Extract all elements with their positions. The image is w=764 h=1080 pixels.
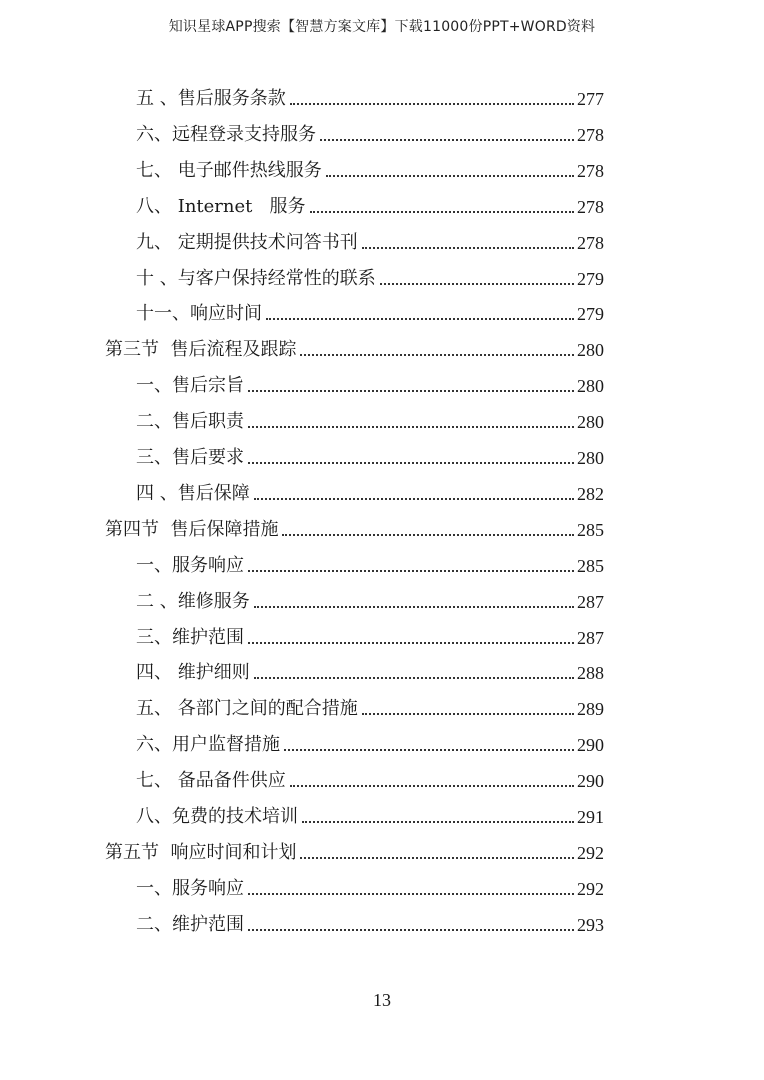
toc-entry-page: 282	[577, 483, 604, 504]
toc-leader-dots	[362, 712, 574, 715]
toc-entry-page: 293	[577, 914, 604, 935]
toc-entry[interactable]	[136, 258, 604, 288]
toc-entry-page: 288	[577, 663, 604, 684]
toc-entry[interactable]	[105, 832, 604, 862]
toc-entry-title: 六、远程登录支持服务	[136, 123, 316, 145]
toc-leader-dots	[248, 569, 574, 572]
toc-entry-title: 第四节 售后保障措施	[105, 518, 279, 540]
toc-leader-dots	[290, 102, 574, 105]
toc-entry-page: 280	[577, 448, 604, 468]
toc-entry-title: 三、售后要求	[136, 447, 244, 468]
toc-leader-dots	[254, 676, 574, 679]
toc-leader-dots	[300, 353, 574, 356]
toc-entry-page: 287	[577, 591, 604, 612]
toc-entry-page: 280	[577, 412, 604, 433]
toc-leader-dots	[248, 389, 574, 392]
toc-leader-dots	[282, 533, 574, 536]
toc-entry-page: 279	[577, 268, 604, 289]
toc-entry[interactable]	[136, 473, 604, 503]
toc-entry-title: 九、 定期提供技术问答书刊	[136, 231, 358, 253]
toc-entry[interactable]	[136, 365, 604, 395]
toc-entry-page: 287	[577, 627, 604, 648]
toc-entry-page: 285	[577, 555, 604, 576]
toc-leader-dots	[302, 820, 574, 823]
toc-entry[interactable]	[136, 78, 604, 108]
toc-leader-dots	[248, 461, 574, 464]
toc-entry-title: 八、免费的技术培训	[136, 806, 298, 827]
toc-leader-dots	[248, 892, 574, 895]
toc-entry-title: 八、 Internet 服务	[136, 195, 306, 217]
toc-entry-page: 278	[577, 124, 604, 145]
toc-leader-dots	[380, 282, 574, 285]
toc-entry-page: 280	[577, 340, 604, 361]
toc-entry-page: 289	[577, 699, 604, 720]
toc-entry[interactable]	[136, 114, 604, 144]
toc-entry[interactable]	[105, 509, 604, 539]
toc-entry-page: 278	[577, 232, 604, 253]
toc-leader-dots	[362, 246, 574, 249]
toc-entry[interactable]	[136, 760, 604, 790]
toc-entry[interactable]	[136, 724, 604, 754]
toc-entry-title: 五 、售后服务条款	[136, 88, 286, 109]
toc-entry-title: 十 、与客户保持经常性的联系	[136, 267, 376, 289]
toc-entry-title: 五、 各部门之间的配合措施	[136, 698, 358, 720]
toc-entry[interactable]	[136, 545, 604, 575]
toc-entry-title: 四 、售后保障	[136, 482, 250, 504]
toc-entry[interactable]	[136, 652, 604, 682]
toc-leader-dots	[290, 784, 574, 787]
toc-entry-title: 三、维护范围	[136, 626, 244, 648]
toc-entry-page: 292	[577, 842, 604, 863]
toc-entry[interactable]	[136, 868, 604, 898]
toc-entry-title: 一、售后宗旨	[136, 375, 244, 397]
page-number: 13	[373, 990, 391, 1010]
toc-entry[interactable]	[136, 796, 604, 826]
toc-entry-title: 二 、维修服务	[136, 590, 250, 612]
toc-entry[interactable]	[136, 617, 604, 647]
toc-entry-page: 280	[577, 376, 604, 397]
toc-leader-dots	[248, 641, 574, 644]
toc-entry-page: 285	[577, 519, 604, 540]
toc-entry-title: 第三节 售后流程及跟踪	[105, 339, 297, 361]
toc-entry-title: 四、 维护细则	[136, 662, 250, 684]
toc-entry-title: 七、 备品备件供应	[136, 770, 286, 792]
toc-entry[interactable]	[136, 186, 604, 216]
toc-entry-page: 290	[577, 735, 604, 756]
toc-leader-dots	[266, 317, 574, 320]
toc-entry[interactable]	[136, 437, 604, 467]
toc-leader-dots	[254, 497, 574, 500]
toc-entry-title: 第五节 响应时间和计划	[105, 841, 297, 863]
toc-entry[interactable]	[136, 222, 604, 252]
toc-entry-title: 一、服务响应	[136, 877, 244, 899]
toc-leader-dots	[248, 928, 574, 931]
toc-entry-title: 二、维护范围	[136, 913, 244, 935]
toc-entry[interactable]	[136, 401, 604, 431]
toc-entry-page: 278	[577, 160, 604, 181]
toc-leader-dots	[254, 605, 574, 608]
toc-entry-page: 279	[577, 304, 604, 325]
toc-leader-dots	[284, 748, 574, 751]
toc-entry-title: 一、服务响应	[136, 554, 244, 576]
toc-entry[interactable]	[136, 150, 604, 180]
toc-entry-page: 278	[577, 196, 604, 217]
toc-entry-page: 277	[577, 89, 604, 109]
toc-leader-dots	[248, 425, 574, 428]
toc-entry[interactable]	[136, 293, 604, 323]
toc-entry-title: 二、售后职责	[136, 411, 244, 433]
toc-leader-dots	[300, 856, 574, 859]
toc-entry[interactable]	[136, 581, 604, 611]
toc-leader-dots	[326, 174, 574, 177]
toc-entry[interactable]	[105, 329, 604, 359]
toc-entry-page: 290	[577, 771, 604, 792]
toc-leader-dots	[320, 138, 574, 141]
toc-entry[interactable]	[136, 688, 604, 718]
toc-entry-page: 292	[577, 878, 604, 899]
toc-entry-title: 七、 电子邮件热线服务	[136, 159, 322, 181]
toc-leader-dots	[310, 210, 574, 213]
toc-entry[interactable]	[136, 904, 604, 934]
toc-entry-title: 六、用户监督措施	[136, 734, 280, 756]
toc-entry-title: 十一、响应时间	[136, 303, 262, 325]
page-header: 知识星球APP搜索【智慧方案文库】下载11000份PPT+WORD资料	[168, 19, 596, 35]
toc-entry-page: 291	[577, 807, 604, 827]
